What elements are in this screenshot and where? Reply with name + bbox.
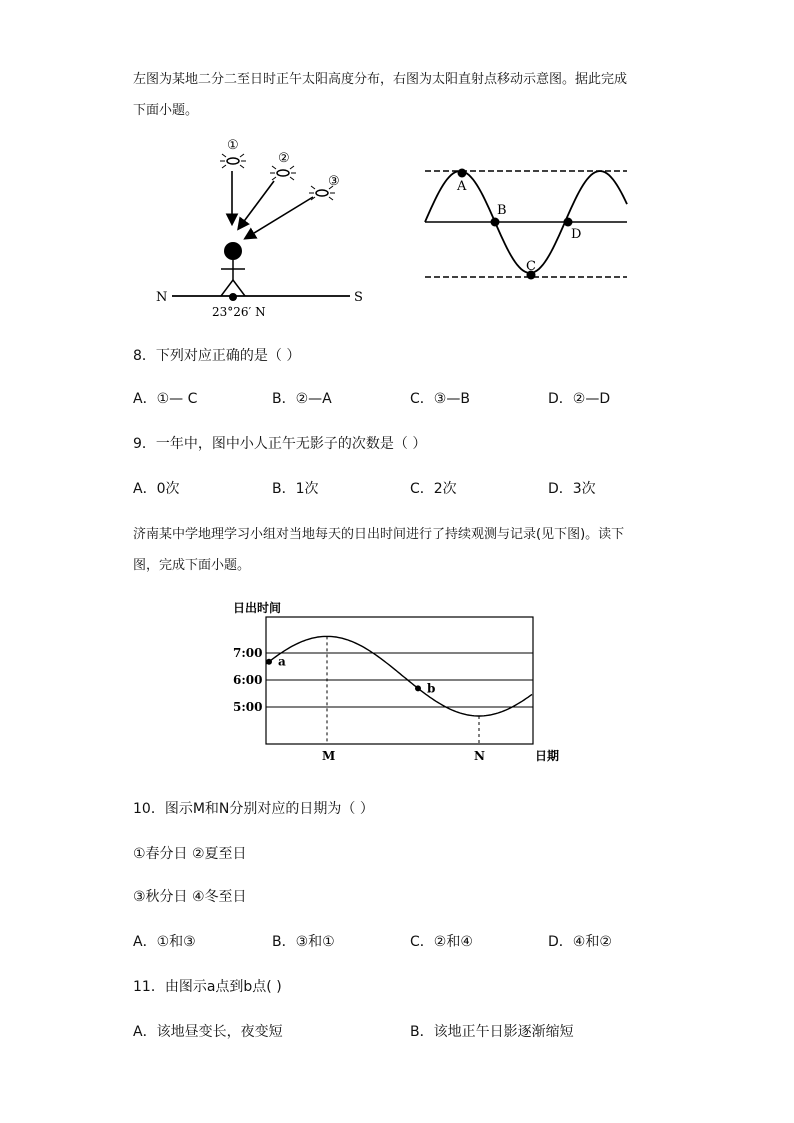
point-b-dot [415,685,421,691]
point-b-dot [491,218,500,227]
point-a-dot [458,169,467,178]
point-a-dot [266,659,272,665]
point-a-label: A [457,179,467,194]
q10-items-line-1: ①春分日 ②夏至日 [133,846,247,862]
sun-label-2: ② [278,151,290,166]
q10-option-d[interactable]: D．④和② [548,934,612,950]
sun-migration-figure [420,160,635,290]
point-c-label: C [526,259,536,274]
y-tick-label: 6:00 [233,673,263,687]
question-9: 9．一年中，图中小人正午无影子的次数是（ ） [133,436,427,452]
location-dot [229,293,237,301]
sunrise-curve [266,636,532,716]
y-tick-label: 7:00 [233,646,263,660]
question-11: 11．由图示a点到b点( ) [133,979,282,995]
date-marker-label: M [322,749,336,763]
y-tick-label: 5:00 [233,700,263,714]
sun-label-3: ③ [328,174,340,189]
q8-option-c[interactable]: C．③—B [410,391,470,407]
person-figure [221,242,245,296]
intro2-line-1: 济南某中学地理学习小组对当地每天的日出时间进行了持续观测与记录(见下图)。读下 [133,527,625,542]
sun-altitude-figure [150,135,380,320]
q8-option-a[interactable]: A．①— C [133,391,198,407]
q10-option-b[interactable]: B．③和① [272,934,335,950]
question-10: 10．图示M和N分别对应的日期为（ ） [133,801,374,817]
question-8: 8．下列对应正确的是（ ） [133,348,301,364]
q9-option-b[interactable]: B．1次 [272,481,319,497]
sun-label-1: ① [227,138,239,153]
point-a-label: a [278,654,286,669]
intro2-line-2: 图，完成下面小题。 [133,558,251,573]
sun-icon [220,154,246,168]
q11-option-b[interactable]: B．该地正午日影逐渐缩短 [410,1024,574,1040]
sunrise-time-chart [225,595,570,770]
q10-items-line-2: ③秋分日 ④冬至日 [133,889,247,905]
sun-icon [270,166,296,180]
date-marker-label: N [474,749,485,763]
point-d-label: D [571,227,582,242]
latitude-label: 23°26′ N [212,305,266,319]
point-b-label: B [497,203,507,218]
q8-option-b[interactable]: B．②—A [272,391,332,407]
north-label: N [156,290,168,305]
south-label: S [354,290,363,305]
point-b-label: b [427,681,436,696]
intro-line-2: 下面小题。 [133,103,199,118]
q9-option-c[interactable]: C．2次 [410,481,457,497]
x-axis-label: 日期 [535,749,560,763]
q8-option-d[interactable]: D．②—D [548,391,611,407]
point-d-dot [564,218,573,227]
q10-option-c[interactable]: C．②和④ [410,934,473,950]
chart-title: 日出时间 [233,601,282,615]
q9-option-a[interactable]: A．0次 [133,481,180,497]
sun-ray-arrow [246,197,313,238]
sun-ray-arrow [239,181,274,228]
q10-option-a[interactable]: A．①和③ [133,934,196,950]
q11-option-a[interactable]: A．该地昼变长，夜变短 [133,1024,283,1040]
intro-line-1: 左图为某地二分二至日时正午太阳高度分布，右图为太阳直射点移动示意图。据此完成 [133,72,628,87]
q9-option-d[interactable]: D．3次 [548,481,596,497]
